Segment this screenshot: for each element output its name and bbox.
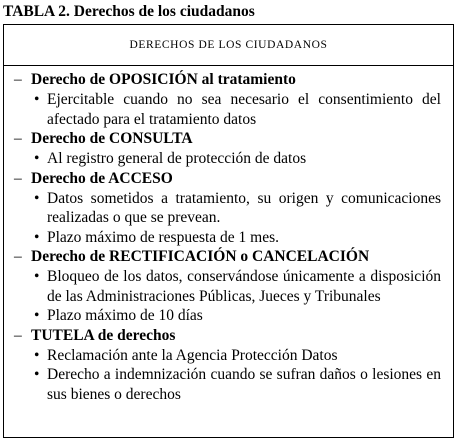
section-consulta	[4, 129, 453, 169]
list-item	[4, 306, 453, 326]
rights-table	[3, 24, 454, 438]
section-oposicion	[4, 70, 453, 129]
dash-marker: –	[14, 169, 22, 187]
list-item	[4, 228, 453, 248]
section-title	[4, 247, 453, 267]
section-title	[4, 70, 453, 90]
list-item-text: Datos sometidos a tratamiento, su origen y comunicaciones realizadas o que se prevean.	[47, 189, 441, 226]
bullet-icon: •	[34, 228, 40, 246]
dash-marker: –	[14, 248, 22, 265]
list-item-text: Al registro general de protección de datos	[47, 150, 307, 167]
bullet-icon: •	[34, 307, 40, 324]
table-caption: TABLA 2. Derechos de los ciudadanos	[3, 3, 255, 20]
list-item	[4, 189, 453, 228]
bullet-icon: •	[34, 268, 40, 285]
section-title	[4, 326, 453, 346]
section-title-text: Derecho de RECTIFICACIÓN o CANCELACIÓN	[31, 248, 370, 265]
section-title	[4, 169, 453, 189]
dash-marker: –	[14, 130, 22, 147]
list-item	[4, 149, 453, 169]
section-tutela	[4, 326, 453, 405]
list-item	[4, 346, 453, 366]
bullet-icon: •	[34, 189, 40, 207]
section-title-text: Derecho de OPOSICIÓN al tratamiento	[31, 71, 296, 88]
list-item-text: Reclamación ante la Agencia Protección Datos	[47, 346, 338, 364]
list-item	[4, 267, 453, 306]
section-title-text: Derecho de ACCESO	[31, 169, 173, 187]
bullet-icon: •	[34, 150, 40, 167]
list-item-text: Plazo máximo de respuesta de 1 mes.	[47, 228, 280, 246]
list-item	[4, 90, 453, 129]
table-body	[4, 70, 453, 404]
table-header: DERECHOS DE LOS CIUDADANOS	[4, 25, 453, 66]
dash-marker: –	[14, 71, 22, 88]
list-item-text: Plazo máximo de 10 días	[47, 307, 203, 324]
bullet-icon: •	[34, 91, 40, 108]
section-acceso	[4, 169, 453, 248]
list-item	[4, 365, 453, 404]
section-rectificacion	[4, 247, 453, 326]
section-title	[4, 129, 453, 149]
list-item-text: Derecho a indemnización cuando se sufran daños o lesiones en sus bienes o derechos	[47, 366, 441, 403]
dash-marker: –	[14, 326, 22, 344]
list-item-text: Ejercitable cuando no sea necesario el consentimiento del afectado para el tratamiento datos	[47, 91, 441, 128]
section-title-text: Derecho de CONSULTA	[31, 130, 193, 147]
bullet-icon: •	[34, 346, 40, 364]
bullet-icon: •	[34, 366, 40, 383]
section-title-text: TUTELA de derechos	[31, 326, 176, 344]
list-item-text: Bloqueo de los datos, conservándose únicamente a disposición de las Administraciones Públicas, Jueces y Tribunales	[47, 268, 441, 305]
